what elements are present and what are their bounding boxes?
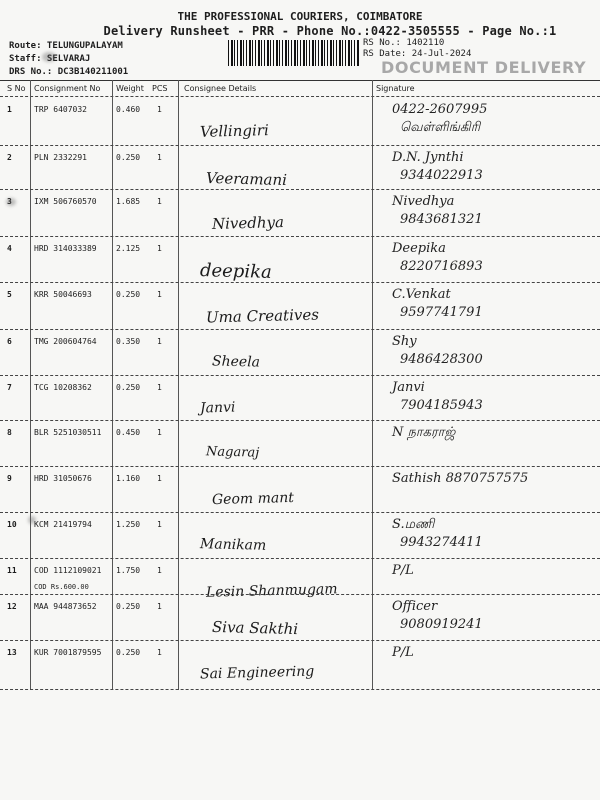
row-cod-amount: COD Rs.600.00	[34, 583, 89, 591]
row-signature: P/L	[392, 645, 414, 660]
row-sno: 6	[7, 337, 12, 346]
rs-number: RS No.: 1402110	[363, 38, 445, 48]
row-consignee-handwritten: Geom mant	[211, 489, 295, 509]
row-consignment-no: KCM 21419794	[34, 520, 92, 529]
row-pcs: 1	[157, 244, 162, 253]
row-signature-phone: 9080919241	[400, 617, 483, 632]
row-pcs: 1	[157, 648, 162, 657]
row-signature: 0422-2607995	[392, 102, 488, 117]
col-sno: S No	[7, 84, 26, 93]
row-pcs: 1	[157, 383, 162, 392]
row-separator	[0, 189, 600, 190]
row-signature-phone: 9344022913	[400, 168, 483, 183]
row-consignment-no: TMG 200604764	[34, 337, 97, 346]
row-weight: 0.250	[116, 648, 141, 657]
row-weight: 0.250	[116, 383, 141, 392]
document-title: THE PROFESSIONAL COURIERS, COIMBATORE	[177, 10, 423, 23]
row-consignment-no: TRP 6407032	[34, 105, 87, 114]
row-sno: 10	[7, 520, 17, 529]
row-consignee-handwritten: Vellingiri	[199, 121, 269, 141]
row-pcs: 1	[157, 566, 162, 575]
row-consignment-no: TCG 10208362	[34, 383, 92, 392]
col-consignee: Consignee Details	[184, 84, 257, 93]
row-weight: 1.750	[116, 566, 141, 575]
route-label: Route: TELUNGUPALAYAM	[9, 41, 123, 51]
row-consignment-no: HRD 31050676	[34, 474, 92, 483]
row-pcs: 1	[157, 153, 162, 162]
row-consignee-handwritten: Nivedhya	[211, 213, 285, 233]
document-delivery-stamp: DOCUMENT DELIVERY	[381, 58, 587, 77]
row-sno: 7	[7, 383, 12, 392]
row-consignment-no: KRR 50046693	[34, 290, 92, 299]
row-sno: 9	[7, 474, 12, 483]
col-signature: Signature	[376, 84, 415, 93]
row-sno: 2	[7, 153, 12, 162]
row-consignment-no: IXM 506760570	[34, 197, 97, 206]
row-consignment-no: MAA 944873652	[34, 602, 97, 611]
staff-label: Staff: SELVARAJ	[9, 54, 91, 64]
row-consignment-no: KUR 7001879595	[34, 648, 102, 657]
row-separator	[0, 640, 600, 641]
row-signature-phone: 9597741791	[400, 305, 483, 320]
row-sno: 8	[7, 428, 12, 437]
row-sno: 11	[7, 566, 17, 575]
row-consignment-no: HRD 314033389	[34, 244, 97, 253]
smudge-mark	[42, 52, 56, 62]
row-consignment-no: COD 1112109021	[34, 566, 102, 575]
row-consignee-handwritten: Veeramani	[205, 168, 288, 190]
row-consignee-handwritten: Siva Sakthi	[211, 617, 299, 639]
barcode	[228, 40, 360, 66]
header-rule	[0, 96, 600, 97]
row-signature: N நாகராஜ்	[392, 425, 456, 440]
smudge-mark	[28, 516, 36, 524]
row-separator	[0, 375, 600, 376]
row-signature: S.மணி	[392, 517, 435, 532]
row-weight: 2.125	[116, 244, 141, 253]
row-sno: 4	[7, 244, 12, 253]
row-separator	[0, 594, 600, 595]
divider-consignment	[112, 80, 113, 690]
row-weight: 0.460	[116, 105, 141, 114]
row-signature-phone: 8220716893	[400, 259, 483, 274]
row-weight: 0.250	[116, 153, 141, 162]
divider-consignee	[372, 80, 373, 690]
row-pcs: 1	[157, 474, 162, 483]
row-separator	[0, 145, 600, 146]
row-pcs: 1	[157, 337, 162, 346]
row-pcs: 1	[157, 105, 162, 114]
row-consignee-handwritten: Nagaraj	[205, 444, 260, 461]
row-consignee-handwritten: deepika	[199, 260, 273, 283]
row-signature-phone: 9843681321	[400, 212, 483, 227]
row-signature-phone: 9486428300	[400, 352, 483, 367]
row-separator	[0, 466, 600, 467]
table-top-rule	[0, 80, 600, 81]
row-consignee-handwritten: Janvi	[199, 399, 236, 417]
row-separator	[0, 282, 600, 283]
row-consignee-handwritten: Manikam	[199, 536, 267, 554]
row-weight: 1.685	[116, 197, 141, 206]
row-signature: Sathish 8870757575	[392, 471, 529, 486]
row-signature: Shy	[392, 334, 417, 349]
row-signature: Officer	[392, 599, 438, 614]
row-sno: 12	[7, 602, 17, 611]
rs-date: RS Date: 24-Jul-2024	[363, 49, 472, 59]
row-signature: Nivedhya	[392, 194, 455, 209]
row-weight: 0.250	[116, 290, 141, 299]
row-signature-phone: 9943274411	[400, 535, 483, 550]
col-weight: Weight	[116, 84, 144, 93]
row-sno: 13	[7, 648, 17, 657]
row-consignee-handwritten: Sai Engineering	[199, 663, 315, 683]
runsheet-subtitle: Delivery Runsheet - PRR - Phone No.:0422-3505555 - Page No.:1	[103, 24, 557, 38]
row-weight: 1.250	[116, 520, 141, 529]
row-consignment-no: BLR 5251030511	[34, 428, 102, 437]
row-signature-phone: 7904185943	[400, 398, 483, 413]
row-separator	[0, 329, 600, 330]
divider-sno	[30, 80, 31, 690]
row-signature: D.N. Jynthi	[392, 150, 464, 165]
row-sno: 1	[7, 105, 12, 114]
row-weight: 0.350	[116, 337, 141, 346]
row-consignee-handwritten: Sheela	[211, 353, 261, 371]
row-pcs: 1	[157, 520, 162, 529]
row-signature: Janvi	[392, 380, 425, 395]
divider-pcs	[178, 80, 179, 690]
row-consignee-handwritten: Uma Creatives	[205, 305, 320, 327]
row-separator	[0, 420, 600, 421]
row-separator	[0, 558, 600, 559]
row-weight: 0.450	[116, 428, 141, 437]
col-consignment: Consignment No	[34, 84, 101, 93]
row-pcs: 1	[157, 197, 162, 206]
smudge-mark	[6, 198, 16, 206]
col-pcs: PCS	[152, 84, 168, 93]
row-signature: C.Venkat	[392, 287, 451, 302]
drs-number: DRS No.: DC3B140211001	[9, 67, 129, 77]
row-sno: 5	[7, 290, 12, 299]
row-signature-phone: வெள்ளிங்கிரி	[400, 120, 481, 135]
row-weight: 1.160	[116, 474, 141, 483]
row-separator	[0, 236, 600, 237]
row-signature: P/L	[392, 563, 414, 578]
row-consignment-no: PLN 2332291	[34, 153, 87, 162]
row-signature: Deepika	[392, 241, 446, 256]
row-weight: 0.250	[116, 602, 141, 611]
row-consignee-handwritten: Lesin Shanmugam	[205, 581, 338, 601]
row-separator	[0, 689, 600, 690]
row-pcs: 1	[157, 290, 162, 299]
row-sno: 3	[7, 197, 12, 206]
row-pcs: 1	[157, 602, 162, 611]
row-pcs: 1	[157, 428, 162, 437]
row-separator	[0, 512, 600, 513]
